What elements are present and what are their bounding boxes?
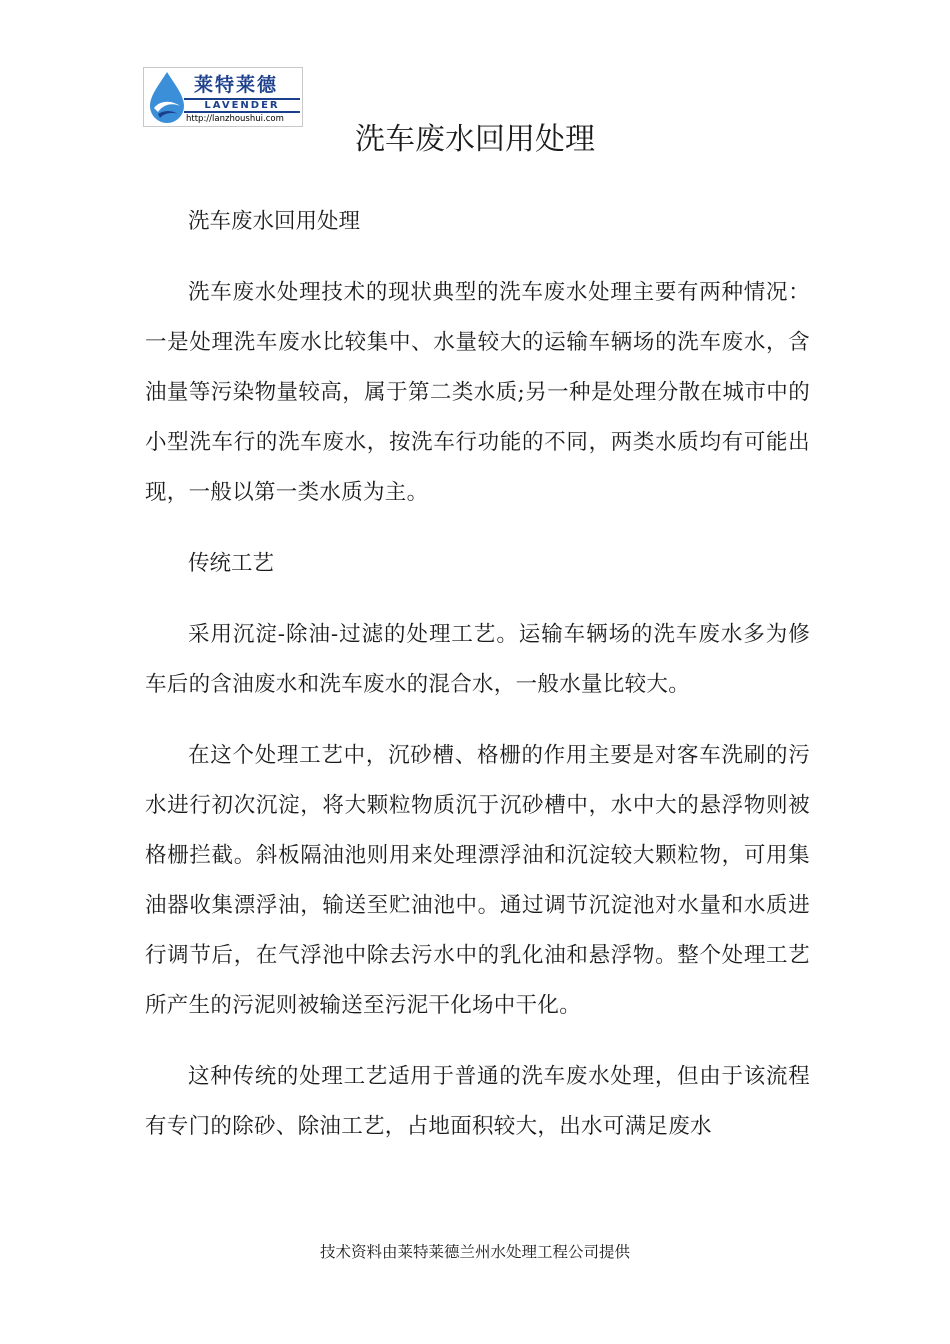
paragraph-process-overview: 采用沉淀-除油-过滤的处理工艺。运输车辆场的洗车废水多为修车后的含油废水和洗车废水的混合水，一般水量比较大。 bbox=[145, 622, 810, 697]
logo-chinese-name: 莱特莱德 bbox=[194, 74, 279, 96]
paragraph-current-situation: 洗车废水处理技术的现状典型的洗车废水处理主要有两种情况：一是处理洗车废水比较集中、水量较大的运输车辆场的洗车废水，含油量等污染物量较高，属于第二类水质;另一种是处理分散在城市中的小型洗车行的洗车废水，按洗车行功能的不同，两类水质均有可能出现，一般以第一类水质为主。 bbox=[145, 280, 810, 505]
document-body bbox=[145, 197, 810, 1173]
document-subtitle: 洗车废水回用处理 bbox=[188, 209, 361, 234]
section-heading-traditional: 传统工艺 bbox=[188, 551, 275, 576]
document-title: 洗车废水回用处理 bbox=[355, 122, 595, 157]
paragraph-applicability: 这种传统的处理工艺适用于普通的洗车废水处理，但由于该流程有专门的除砂、除油工艺，占地面积较大，出水可满足废水 bbox=[145, 1064, 810, 1139]
paragraph-process-detail: 在这个处理工艺中，沉砂槽、格栅的作用主要是对客车洗刷的污水进行初次沉淀，将大颗粒物质沉于沉砂槽中，水中大的悬浮物则被格栅拦截。斜板隔油池则用来处理漂浮油和沉淀较大颗粒物，可用集油器收集漂浮油，输送至贮油池中。通过调节沉淀池对水量和水质进行调节后，在气浮池中除去污水中的乳化油和悬浮物。整个处理工艺所产生的污泥则被输送至污泥干化场中干化。 bbox=[145, 743, 810, 1018]
logo-english-name: LAVENDER bbox=[184, 98, 300, 113]
logo-url: http://lanzhoushui.com bbox=[186, 114, 284, 124]
page-footer: 技术资料由莱特莱德兰州水处理工程公司提供 bbox=[319, 1243, 630, 1261]
